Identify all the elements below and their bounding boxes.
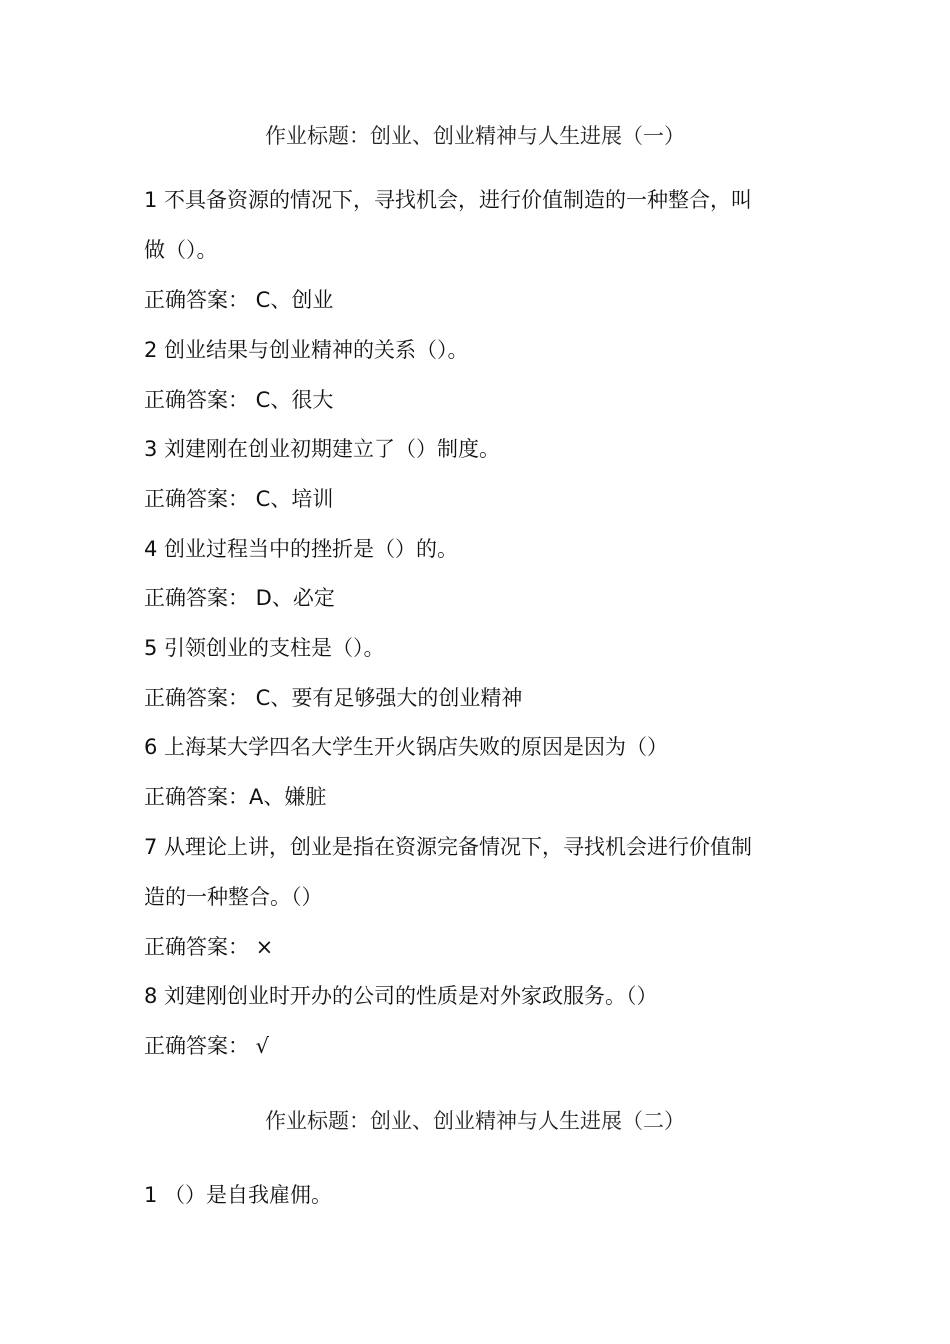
question-8: 8 刘建刚创业时开办的公司的性质是对外家政服务。（） xyxy=(144,984,658,1008)
question-4: 4 创业过程当中的挫折是（）的。 xyxy=(144,537,459,561)
answer-8: 正确答案： √ xyxy=(144,1034,270,1058)
answer-5: 正确答案： C、要有足够强大的创业精神 xyxy=(144,686,523,710)
section-2-question-1: 1 （）是自我雇佣。 xyxy=(144,1183,333,1207)
answer-2: 正确答案： C、很大 xyxy=(144,388,334,412)
answer-4: 正确答案： D、必定 xyxy=(144,586,335,610)
question-1-line-2: 做（）。 xyxy=(144,238,218,262)
question-2: 2 创业结果与创业精神的关系（）。 xyxy=(144,338,469,362)
question-3: 3 刘建刚在创业初期建立了（）制度。 xyxy=(144,437,501,461)
section-1-title: 作业标题：创业、创业精神与人生进展（一） xyxy=(265,124,685,148)
question-5: 5 引领创业的支柱是（）。 xyxy=(144,636,385,660)
answer-6: 正确答案：A、嫌脏 xyxy=(144,785,327,809)
question-6: 6 上海某大学四名大学生开火锅店失败的原因是因为（） xyxy=(144,735,669,759)
question-7-line-2: 造的一种整合。（） xyxy=(144,885,323,909)
answer-7: 正确答案： × xyxy=(144,935,274,959)
answer-1: 正确答案： C、创业 xyxy=(144,288,334,312)
question-1-line-1: 1 不具备资源的情况下，寻找机会，进行价值制造的一种整合，叫 xyxy=(144,188,753,212)
section-2-title: 作业标题：创业、创业精神与人生进展（二） xyxy=(265,1109,685,1133)
answer-3: 正确答案： C、培训 xyxy=(144,487,334,511)
question-7-line-1: 7 从理论上讲，创业是指在资源完备情况下，寻找机会进行价值制 xyxy=(144,835,753,859)
